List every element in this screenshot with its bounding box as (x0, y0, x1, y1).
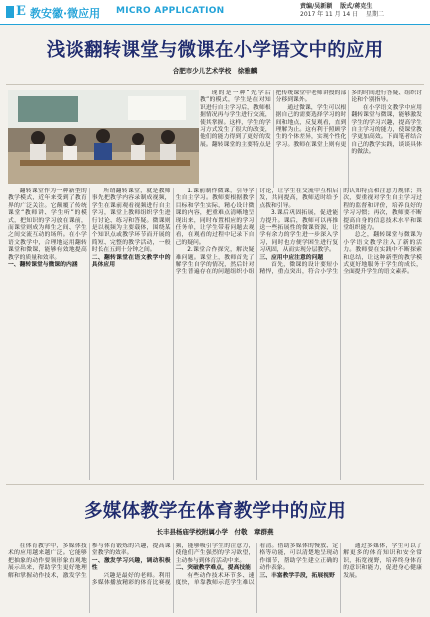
paragraph: 通过微课，学生可以根据自己的需要选择学习的时间和地点，反复观看，直到理解为止。这有利于照顾学生的个体差异，实现个性化学习。教师在课堂上则有更多的时间进行答疑、组织讨论和个别指导。 (275, 90, 422, 148)
subheading: 二、突破教学难点，提高技能 (175, 565, 251, 572)
header-meta (300, 3, 428, 19)
page-header (0, 0, 430, 25)
subheading: 二、翻转课堂在语文教学中的具体应用 (91, 254, 171, 269)
section-name: 教安徽·微应用 (30, 7, 101, 20)
paragraph: 首先，微课的设计要短小精悍，重点突出，符合小学生的认知特点和注意力规律；其次，要重视对学生自主学习过程的监督和评价，培养良好的学习习惯；再次，教师要不断提高自身的信息技术水平和课堂组织能力。 (259, 188, 422, 276)
subheading: 三、应用中应注意的问题 (259, 254, 324, 261)
divider (6, 484, 424, 485)
divider (6, 84, 424, 85)
paragraph: 2.课堂合作探究，解决疑难问题。课堂上，教师首先了解学生自学的情况，然后针对学生普遍存在的问题组织小组讨论，让学生在交流中互相启发，共同提高，教师适时给予点拨和引导。 (175, 188, 339, 276)
paragraph: 通过多媒体，学生可以了解更多的体育知识和安全常识，拓宽视野，培养终身体育的意识和能力，促进身心健康发展。 (343, 543, 422, 579)
editor: 责编/吴新颖 (300, 3, 333, 10)
weekday: 星期二 (366, 11, 385, 18)
article1-intro-columns (200, 90, 422, 188)
subheading: 一、翻转课堂与微课的内涵 (8, 262, 78, 269)
article2-title: 多媒体教学在体育教学中的应用 (84, 501, 346, 522)
paragraph: 在体育教学中，多媒体技术的应用越来越广泛。它能够把抽象的动作要领形象直观地展示出来，帮助学生更好地理解和掌握动作技术，激发学生参与体育锻炼的兴趣，提高课堂教学的效率。 (8, 543, 171, 579)
paragraph: 总之，翻转课堂与微课为小学语文教学注入了新的活力。教师要在实践中不断探索和总结，让这种新型的教学模式更好地服务于学生的成长，全面提升学生的语文素养。 (343, 232, 422, 276)
article2-byline: 长丰县杨庙学校附属小学 付敬 章群燕 (156, 528, 274, 536)
article2-body (8, 543, 422, 613)
subheading: 三、丰富教学手段，拓展视野 (259, 572, 335, 579)
section-marker (6, 6, 14, 18)
paragraph: 1.课前制作微课，引导学生自主学习。教师要根据教学目标和学生实际，精心设计微课的内容，把重难点清晰地呈现出来，同时布置相应的学习任务单，让学生带着问题去观看，在观看的过程中记录下自己的疑问。 (175, 188, 255, 246)
paragraph: 有些动作技术环节多、速度快，单靠教师示范学生难以看清。借助多媒体的慢放、定格等功能，可以清楚地呈现动作细节，帮助学生建立正确的动作表象。 (175, 543, 339, 587)
paragraph: 3.课后巩固拓展，促进能力提升。课后，教师可以再推送一些拓展性的微课资源，让学有余力的学生进一步深入学习，同时也方便学困生进行复习巩固，从而实现分层教学。 (259, 210, 339, 254)
paragraph: 现的是一种“先学后教”的模式，学生是在对知识进行自主学习后，教师根据情况再与学生进行交流，使其掌握。这样，学生的学习方式发生了很大的改变，他们的能力得到了更好的发展。翻转课堂的主要特点是把传统课堂中老师讲授的部分移到课外。 (200, 90, 347, 148)
paragraph: 在小学语文教学中应用翻转课堂与微课，能够激发学生的学习兴趣，提高学生自主学习的能力，使课堂教学更加高效。下面笔者结合自己的教学实践，谈谈具体的做法。 (351, 104, 422, 156)
design: 版式/蒋克生 (340, 3, 373, 10)
paragraph: 兴趣是最好的老师。利用多媒体播放精彩的体育比赛视频，能够吸引学生的注意力，使他们产生强烈的学习欲望，主动参与到体育活动中来。 (91, 543, 255, 587)
classroom-photo (8, 90, 199, 184)
article1-title: 浅谈翻转课堂与微课在小学语文中的应用 (46, 40, 384, 61)
article1-body (8, 188, 422, 480)
issue-date: 2017 年 11 月 14 日 (300, 11, 359, 18)
subheading: 一、激发学习兴趣，调动积极性 (91, 557, 171, 572)
section-letter: E (16, 4, 26, 19)
paragraph: 所谓翻转课堂，就是教师事先把教学内容录制成视频，学生在课前观看视频进行自主学习，课堂上教师组织学生进行讨论、练习和答疑。微课则是以视频为主要载体，围绕某个知识点或教学环节而开展的简短、完整的教学活动，一般时长在五到十分钟之间。 (91, 188, 171, 254)
article1-byline: 合肥市少儿艺术学校 徐雅麟 (172, 67, 258, 75)
paragraph: 翻转课堂作为一种新型的教学模式，近年来受到了教育界的广泛关注。它颠覆了传统课堂“教师讲、学生听”的模式，把知识的学习放在课前，而课堂则成为师生之间、学生之间交流互动的场所。在小学语文教学中，合理地运用翻转课堂和微课，能够有效地提高教学的质量和效率。 (8, 188, 87, 261)
section-english: MICRO APPLICATION (116, 6, 225, 16)
